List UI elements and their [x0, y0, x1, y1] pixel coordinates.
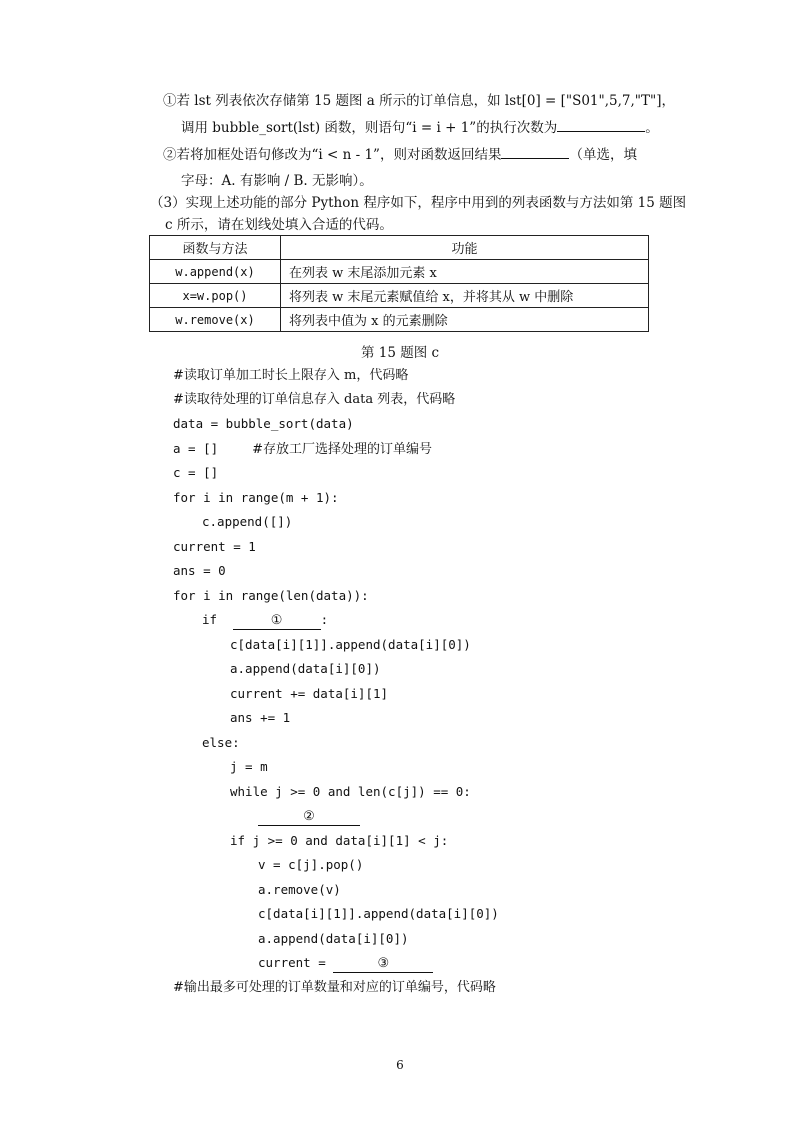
answer-blank-1[interactable] — [557, 116, 645, 132]
table-header-row — [150, 236, 649, 260]
code-line: a.remove(v) — [258, 882, 341, 897]
part3-line2: c 所示，请在划线处填入合适的代码。 — [165, 217, 393, 233]
code-line: a = [] #存放工厂选择处理的订单编号 — [173, 441, 433, 457]
functions-table — [149, 235, 649, 332]
code-line: #读取订单加工时长上限存入 m，代码略 — [173, 368, 409, 383]
table-header-function: 功能 — [281, 236, 649, 260]
code-line: c.append([]) — [202, 514, 293, 529]
code-line: j = m — [230, 759, 268, 774]
code-line: for i in range(m + 1): — [173, 490, 339, 505]
code-line: #读取待处理的订单信息存入 data 列表，代码略 — [173, 392, 456, 407]
code-line: if ① : — [202, 612, 329, 628]
page-number: 6 — [396, 1058, 404, 1072]
code-line: current = ③ — [258, 953, 433, 973]
table-cell-method: x=w.pop() — [150, 284, 281, 308]
code-line: for i in range(len(data)): — [173, 588, 369, 603]
code-line: a.append(data[i][0]) — [258, 931, 409, 946]
table-row — [150, 308, 649, 332]
item1-line1: ①若 lst 列表依次存储第 15 题图 a 所示的订单信息，如 lst[0] = ["S01",5,7,"T"]， — [163, 93, 675, 109]
figure-caption: 第 15 题图 c — [360, 345, 440, 361]
code-blank-1[interactable]: ① — [233, 613, 321, 630]
code-blank-3[interactable]: ③ — [333, 956, 433, 973]
table-row — [150, 284, 649, 308]
table-row — [150, 260, 649, 284]
code-line: current = 1 — [173, 539, 256, 554]
code-line: else: — [202, 735, 240, 750]
part3-line1: （3）实现上述功能的部分 Python 程序如下，程序中用到的列表函数与方法如第 15 题图 — [150, 195, 687, 211]
code-blank-2[interactable]: ② — [258, 809, 360, 826]
code-line: while j >= 0 and len(c[j]) == 0: — [230, 784, 471, 799]
code-line: data = bubble_sort(data) — [173, 416, 354, 431]
table-cell-desc: 在列表 w 末尾添加元素 x — [281, 260, 649, 284]
code-line: if j >= 0 and data[i][1] < j: — [230, 833, 449, 848]
table-header-method: 函数与方法 — [150, 236, 281, 260]
table-cell-method: w.remove(x) — [150, 308, 281, 332]
code-line: a.append(data[i][0]) — [230, 661, 381, 676]
code-line: c[data[i][1]].append(data[i][0]) — [258, 906, 499, 921]
code-line: c[data[i][1]].append(data[i][0]) — [230, 637, 471, 652]
item2-line2: 字母：A. 有影响 / B. 无影响）。 — [181, 173, 373, 189]
answer-blank-2[interactable] — [501, 143, 569, 159]
code-line: ans = 0 — [173, 563, 226, 578]
table-cell-desc: 将列表中值为 x 的元素删除 — [281, 308, 649, 332]
item2-line1: ②若将加框处语句修改为“i < n - 1”，则对函数返回结果 （单选，填 — [163, 142, 637, 168]
code-line — [258, 806, 360, 826]
table-cell-desc: 将列表 w 末尾元素赋值给 x，并将其从 w 中删除 — [281, 284, 649, 308]
code-line: ans += 1 — [230, 710, 291, 725]
item1-line2: 调用 bubble_sort(lst) 函数，则语句“i = i + 1”的执行次数为 。 — [181, 115, 659, 141]
table-cell-method: w.append(x) — [150, 260, 281, 284]
code-line: v = c[j].pop() — [258, 857, 364, 872]
code-line: current += data[i][1] — [230, 686, 389, 701]
code-line: #输出最多可处理的订单数量和对应的订单编号，代码略 — [173, 980, 496, 995]
code-line: c = [] — [173, 465, 219, 480]
